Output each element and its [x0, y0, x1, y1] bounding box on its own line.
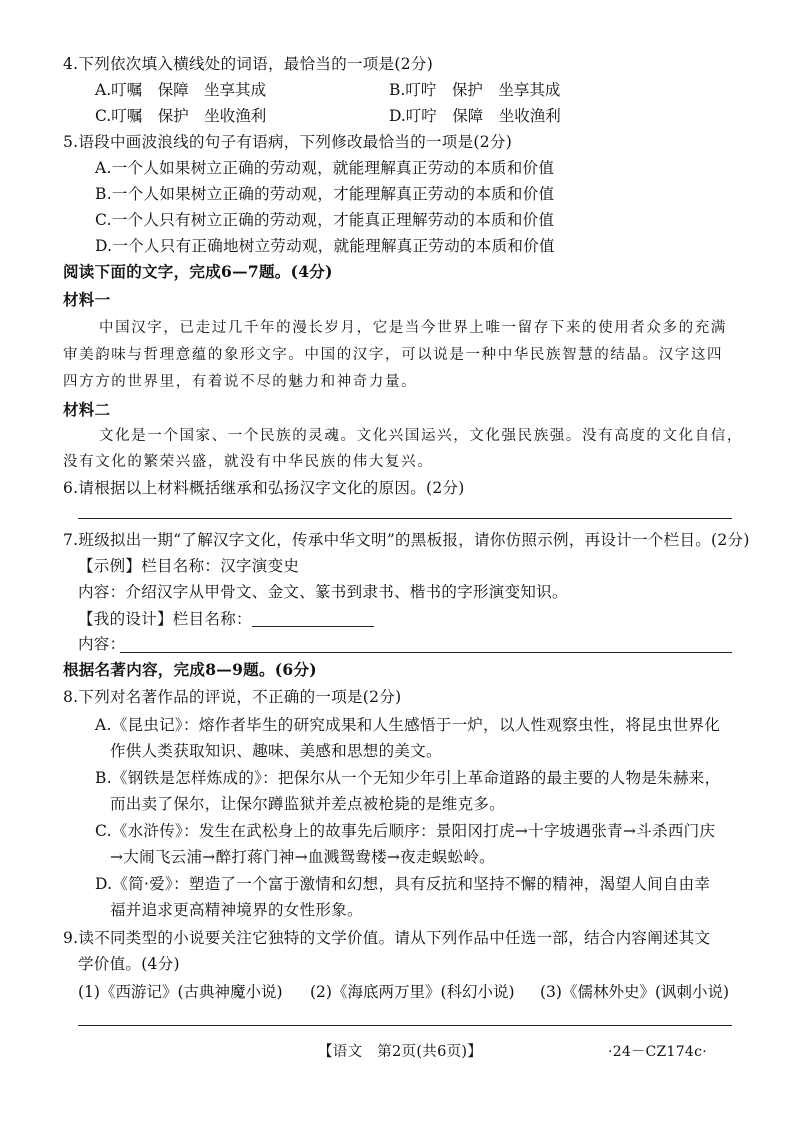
q4-option-c: C.叮嘱 保护 坐收渔利 — [95, 107, 267, 125]
q7-my-design — [78, 609, 374, 629]
q9-choice-1: (1)《西游记》(古典神魔小说) — [78, 983, 283, 1001]
question-5: 5.语段中画波浪线的句子有语病，下列修改最恰当的一项是(2分) — [63, 133, 513, 151]
q8-option-b-line-1: B.《钢铁是怎样炼成的》：把保尔从一个无知少年引上革命道路的最主要的人物是朱赫来， — [95, 769, 721, 787]
exam-code: ·24－CZ174c· — [608, 1044, 708, 1060]
q8-option-c-line-1: C.《水浒传》：发生在武松身上的故事先后顺序：景阳冈打虎→十字坡遇张青→斗杀西门庆 — [95, 822, 716, 840]
q9-answer-line — [78, 1025, 732, 1026]
question-4: 4.下列依次填入横线处的词语，最恰当的一项是(2分) — [63, 55, 434, 73]
question-9-line-1: 9.读不同类型的小说要关注它独特的文学价值。请从下列作品中任选一部，结合内容阐述其文 — [63, 929, 711, 947]
q7-content-label: 内容： — [78, 635, 126, 653]
q9-choice-3: (3)《儒林外史》(讽刺小说) — [540, 983, 730, 1001]
question-7: 7.班级拟出一期“了解汉字文化，传承中华文明”的黑板报，请你仿照示例，再设计一个栏目。(2分) — [63, 531, 750, 549]
classics-instruction: 根据名著内容，完成8—9题。(6分) — [63, 660, 317, 679]
q8-option-b-line-2: 而出卖了保尔，让保尔蹲监狱并差点被枪毙的是维克多。 — [110, 795, 506, 813]
q4-option-d: D.叮咛 保障 坐收渔利 — [389, 107, 561, 125]
q5-option-a: A.一个人如果树立正确的劳动观，就能理解真正劳动的本质和价值 — [95, 159, 555, 177]
q5-option-c: C.一个人只有树立正确的劳动观，才能真正理解劳动的本质和价值 — [95, 211, 555, 229]
q8-option-a-line-2: 作供人类获取知识、趣味、美感和思想的美文。 — [110, 742, 442, 760]
q7-example-name: 【示例】栏目名称：汉字演变史 — [78, 557, 300, 575]
q5-option-d: D.一个人只有正确地树立劳动观，就能理解真正劳动的本质和价值 — [95, 237, 555, 255]
q5-option-b: B.一个人如果树立正确的劳动观，才能理解真正劳动的本质和价值 — [95, 185, 555, 203]
q7-content-line[interactable] — [120, 652, 732, 653]
material-2-title: 材料二 — [63, 400, 111, 419]
q8-option-c-line-2: →大闹飞云浦→醉打蒋门神→血溅鸳鸯楼→夜走蜈蚣岭。 — [110, 848, 495, 866]
material-2-line-1: 文化是一个国家、一个民族的灵魂。文化兴国运兴，文化强民族强。没有高度的文化自信， — [99, 428, 743, 444]
material-2-line-2: 没有文化的繁荣兴盛，就没有中华民族的伟大复兴。 — [63, 454, 434, 470]
column-name-blank[interactable] — [252, 610, 374, 627]
question-9-line-2: 学价值。(4分) — [78, 955, 180, 973]
material-1-line-3: 四方方的世界里，有着说不尽的魅力和神奇力量。 — [63, 374, 418, 390]
q8-option-a-line-1: A.《昆虫记》：熔作者毕生的研究成果和人生感悟于一炉，以人性观察虫性，将昆虫世界化 — [95, 716, 721, 734]
q4-option-a: A.叮嘱 保障 坐享其成 — [95, 81, 267, 99]
q6-answer-line — [78, 518, 732, 519]
q9-choice-2: (2)《海底两万里》(科幻小说) — [310, 983, 515, 1001]
material-1-line-2: 审美韵味与哲理意蕴的象形文字。中国的汉字，可以说是一种中华民族智慧的结晶。汉字这四 — [63, 347, 724, 363]
q8-option-d-line-1: D.《简·爱》：塑造了一个富于激情和幻想，具有反抗和坚持不懈的精神，渴望人间自由幸 — [95, 875, 711, 893]
page-footer: 【语文 第2页(共6页)】 — [318, 1044, 483, 1060]
q4-option-b: B.叮咛 保护 坐享其成 — [389, 81, 561, 99]
q7-my-design-label: 【我的设计】栏目名称： — [78, 610, 252, 628]
question-8: 8.下列对名著作品的评说，不正确的一项是(2分) — [63, 688, 402, 706]
reading-instruction: 阅读下面的文字，完成6—7题。(4分) — [63, 262, 333, 281]
q7-example-content: 内容：介绍汉字从甲骨文、金文、篆书到隶书、楷书的字形演变知识。 — [78, 583, 568, 601]
material-1-title: 材料一 — [63, 290, 111, 309]
q8-option-d-line-2: 福并追求更高精神境界的女性形象。 — [110, 901, 363, 919]
material-1-line-1: 中国汉字，已走过几千年的漫长岁月，它是当今世界上唯一留存下来的使用者众多的充满 — [99, 320, 727, 336]
question-6: 6.请根据以上材料概括继承和弘扬汉字文化的原因。(2分) — [63, 479, 465, 497]
